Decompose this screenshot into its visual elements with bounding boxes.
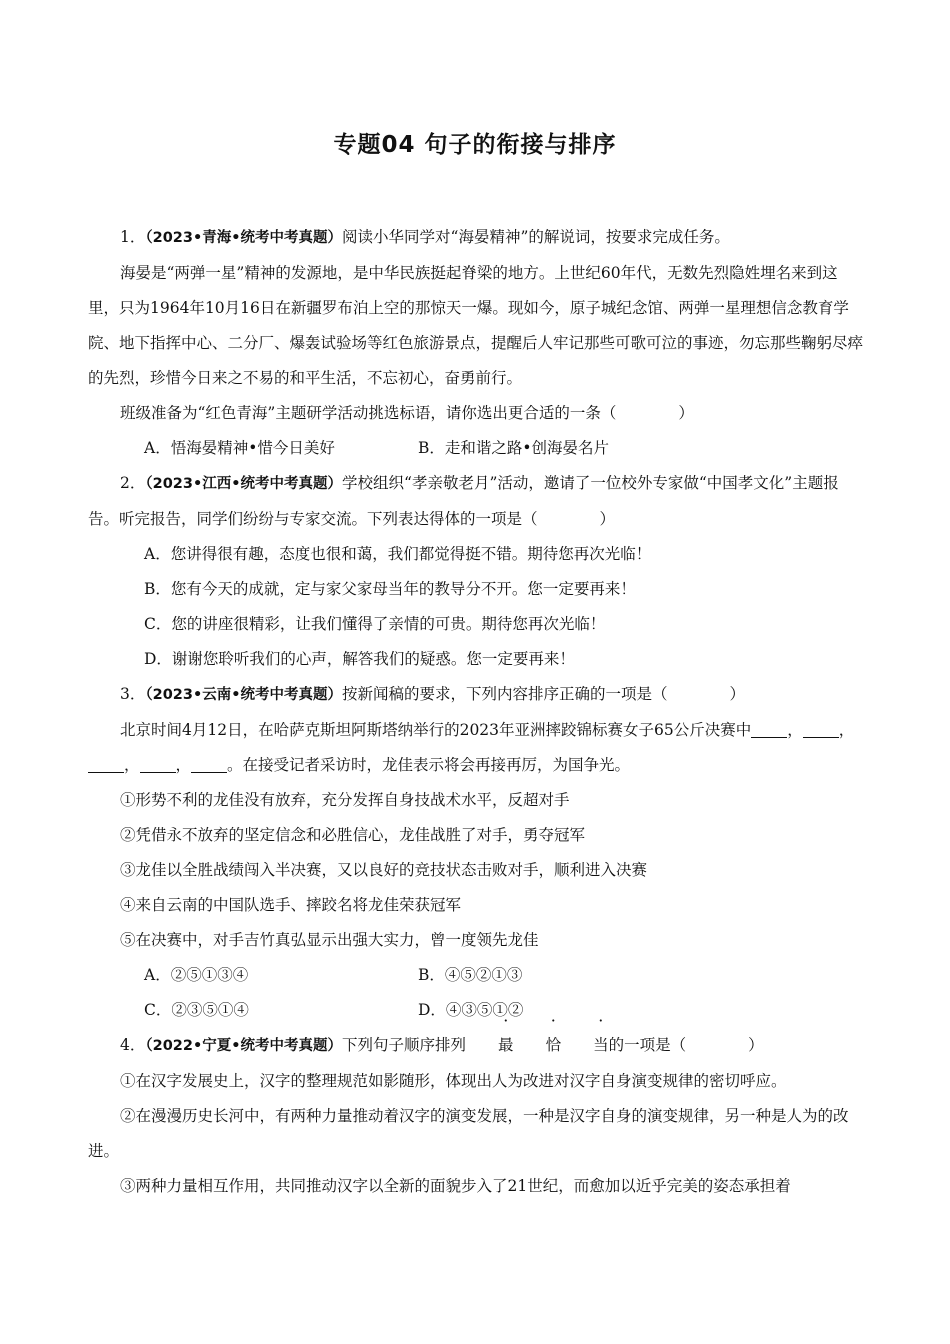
option-a: A．您讲得很有趣，态度也很和蔼，我们都觉得挺不错。期待您再次光临！	[144, 545, 652, 563]
fill-blank	[88, 757, 124, 774]
fill-blank	[140, 757, 176, 774]
option-b: B．④⑤②①③	[418, 966, 523, 984]
question-source: （2023•江西•统考中考真题）	[145, 476, 343, 492]
comma: ，	[838, 721, 855, 739]
question-text: 的一项是（ ）	[608, 1036, 764, 1054]
emphasis-char: 最	[498, 1036, 514, 1054]
question-text: 下列句子顺序排列	[342, 1036, 467, 1054]
sentence-2: ②在漫漫历史长河中，有两种力量推动着汉字的演变发展，一种是汉字自身的演变规律，另一种是人为的改进。	[88, 1107, 849, 1160]
question-text: 学校组织“孝亲敬老月”活动，邀请了一位校外专家做“中国孝文化”主题报告。听完报告，同学们纷纷与专家交流。下列表达得体的一项是（ ）	[88, 474, 839, 528]
option-c: C．②③⑤①④	[144, 1001, 249, 1019]
emphasis-char: 当	[593, 1036, 609, 1054]
option-a: A．悟海晏精神•惜今日美好	[144, 439, 335, 457]
passage-text: 。在接受记者采访时，龙佳表示将会再接再厉，为国争光。	[227, 756, 631, 774]
sentence-4: ④来自云南的中国队选手、摔跤名将龙佳荣获冠军	[120, 896, 462, 914]
question-number: 3．	[120, 685, 146, 703]
comma: ，	[124, 756, 140, 774]
question-3-options-row-1	[88, 958, 864, 993]
question-3-stem	[88, 677, 864, 713]
sentence-3: ③龙佳以全胜战绩闯入半决赛，又以良好的竞技状态击败对手，顺利进入决赛	[120, 861, 648, 879]
question-source: （2023•青海•统考中考真题）	[145, 230, 343, 246]
fill-blank	[803, 722, 839, 739]
question-1-task: 班级准备为“红色青海”主题研学活动挑选标语，请你选出更合适的一条（ ）	[120, 404, 694, 422]
document-body	[88, 220, 864, 1204]
sentence-1: ①在汉字发展史上，汉字的整理规范如影随形，体现出人为改进对汉字自身演变规律的密切呼应。	[120, 1072, 787, 1090]
option-c: C．您的讲座很精彩，让我们懂得了亲情的可贵。期待您再次光临！	[144, 615, 606, 633]
question-text: 按新闻稿的要求，下列内容排序正确的一项是（ ）	[342, 685, 746, 703]
comma: ，	[787, 721, 803, 739]
question-number: 4．	[120, 1036, 146, 1054]
option-d: D．④③⑤①②	[418, 1001, 524, 1019]
question-number: 2．	[120, 474, 146, 492]
option-a: A．②⑤①③④	[144, 966, 249, 984]
question-2-stem	[88, 466, 864, 537]
option-b: B．您有今天的成就，定与家父家母当年的教导分不开。您一定要再来！	[144, 580, 636, 598]
fill-blank	[751, 722, 787, 739]
comma: ，	[175, 756, 192, 774]
question-4-stem	[88, 1028, 864, 1064]
fill-blank	[191, 757, 227, 774]
question-1-passage: 海晏是“两弹一星”精神的发源地，是中华民族挺起脊梁的地方。上世纪60年代，无数先烈隐姓埋名来到这里，只为1964年10月16日在新疆罗布泊上空的那惊天一爆。现如今，原子城纪念馆、两弹一星理想信念教育学院、地下指挥中心、二分厂、爆轰试验场等红色旅游景点，提醒后人牢记那些可歌可泣的事迹，勿忘那些鞠躬尽瘁的先烈，珍惜今日来之不易的和平生活，不忘初心，奋勇前行。	[88, 264, 864, 387]
emphasis-char: 恰	[545, 1036, 562, 1054]
sentence-3: ③两种力量相互作用，共同推动汉字以全新的面貌步入了21世纪，而愈加以近乎完美的姿态承担着	[120, 1177, 791, 1195]
question-3-passage	[88, 713, 864, 783]
option-b: B．走和谐之路•创海晏名片	[418, 439, 610, 457]
question-source: （2023•云南•统考中考真题）	[145, 687, 343, 703]
question-number: 1．	[120, 228, 146, 246]
sentence-1: ①形势不利的龙佳没有放弃，充分发挥自身技战术水平，反超对手	[120, 791, 570, 809]
question-1-options	[88, 431, 864, 466]
sentence-5: ⑤在决赛中，对手吉竹真弘显示出强大实力，曾一度领先龙佳	[120, 931, 539, 949]
page-title: 专题04 句子的衔接与排序	[333, 132, 617, 158]
question-text: 阅读小华同学对“海晏精神”的解说词，按要求完成任务。	[342, 228, 730, 246]
sentence-2: ②凭借永不放弃的坚定信念和必胜信心，龙佳战胜了对手，勇夺冠军	[120, 826, 586, 844]
passage-text: 北京时间4月12日，在哈萨克斯坦阿斯塔纳举行的2023年亚洲摔跤锦标赛女子65公斤决赛中	[120, 721, 752, 739]
option-d: D．谢谢您聆听我们的心声，解答我们的疑惑。您一定要再来！	[144, 650, 575, 668]
question-source: （2022•宁夏•统考中考真题）	[145, 1038, 343, 1054]
question-1-stem	[88, 220, 864, 256]
